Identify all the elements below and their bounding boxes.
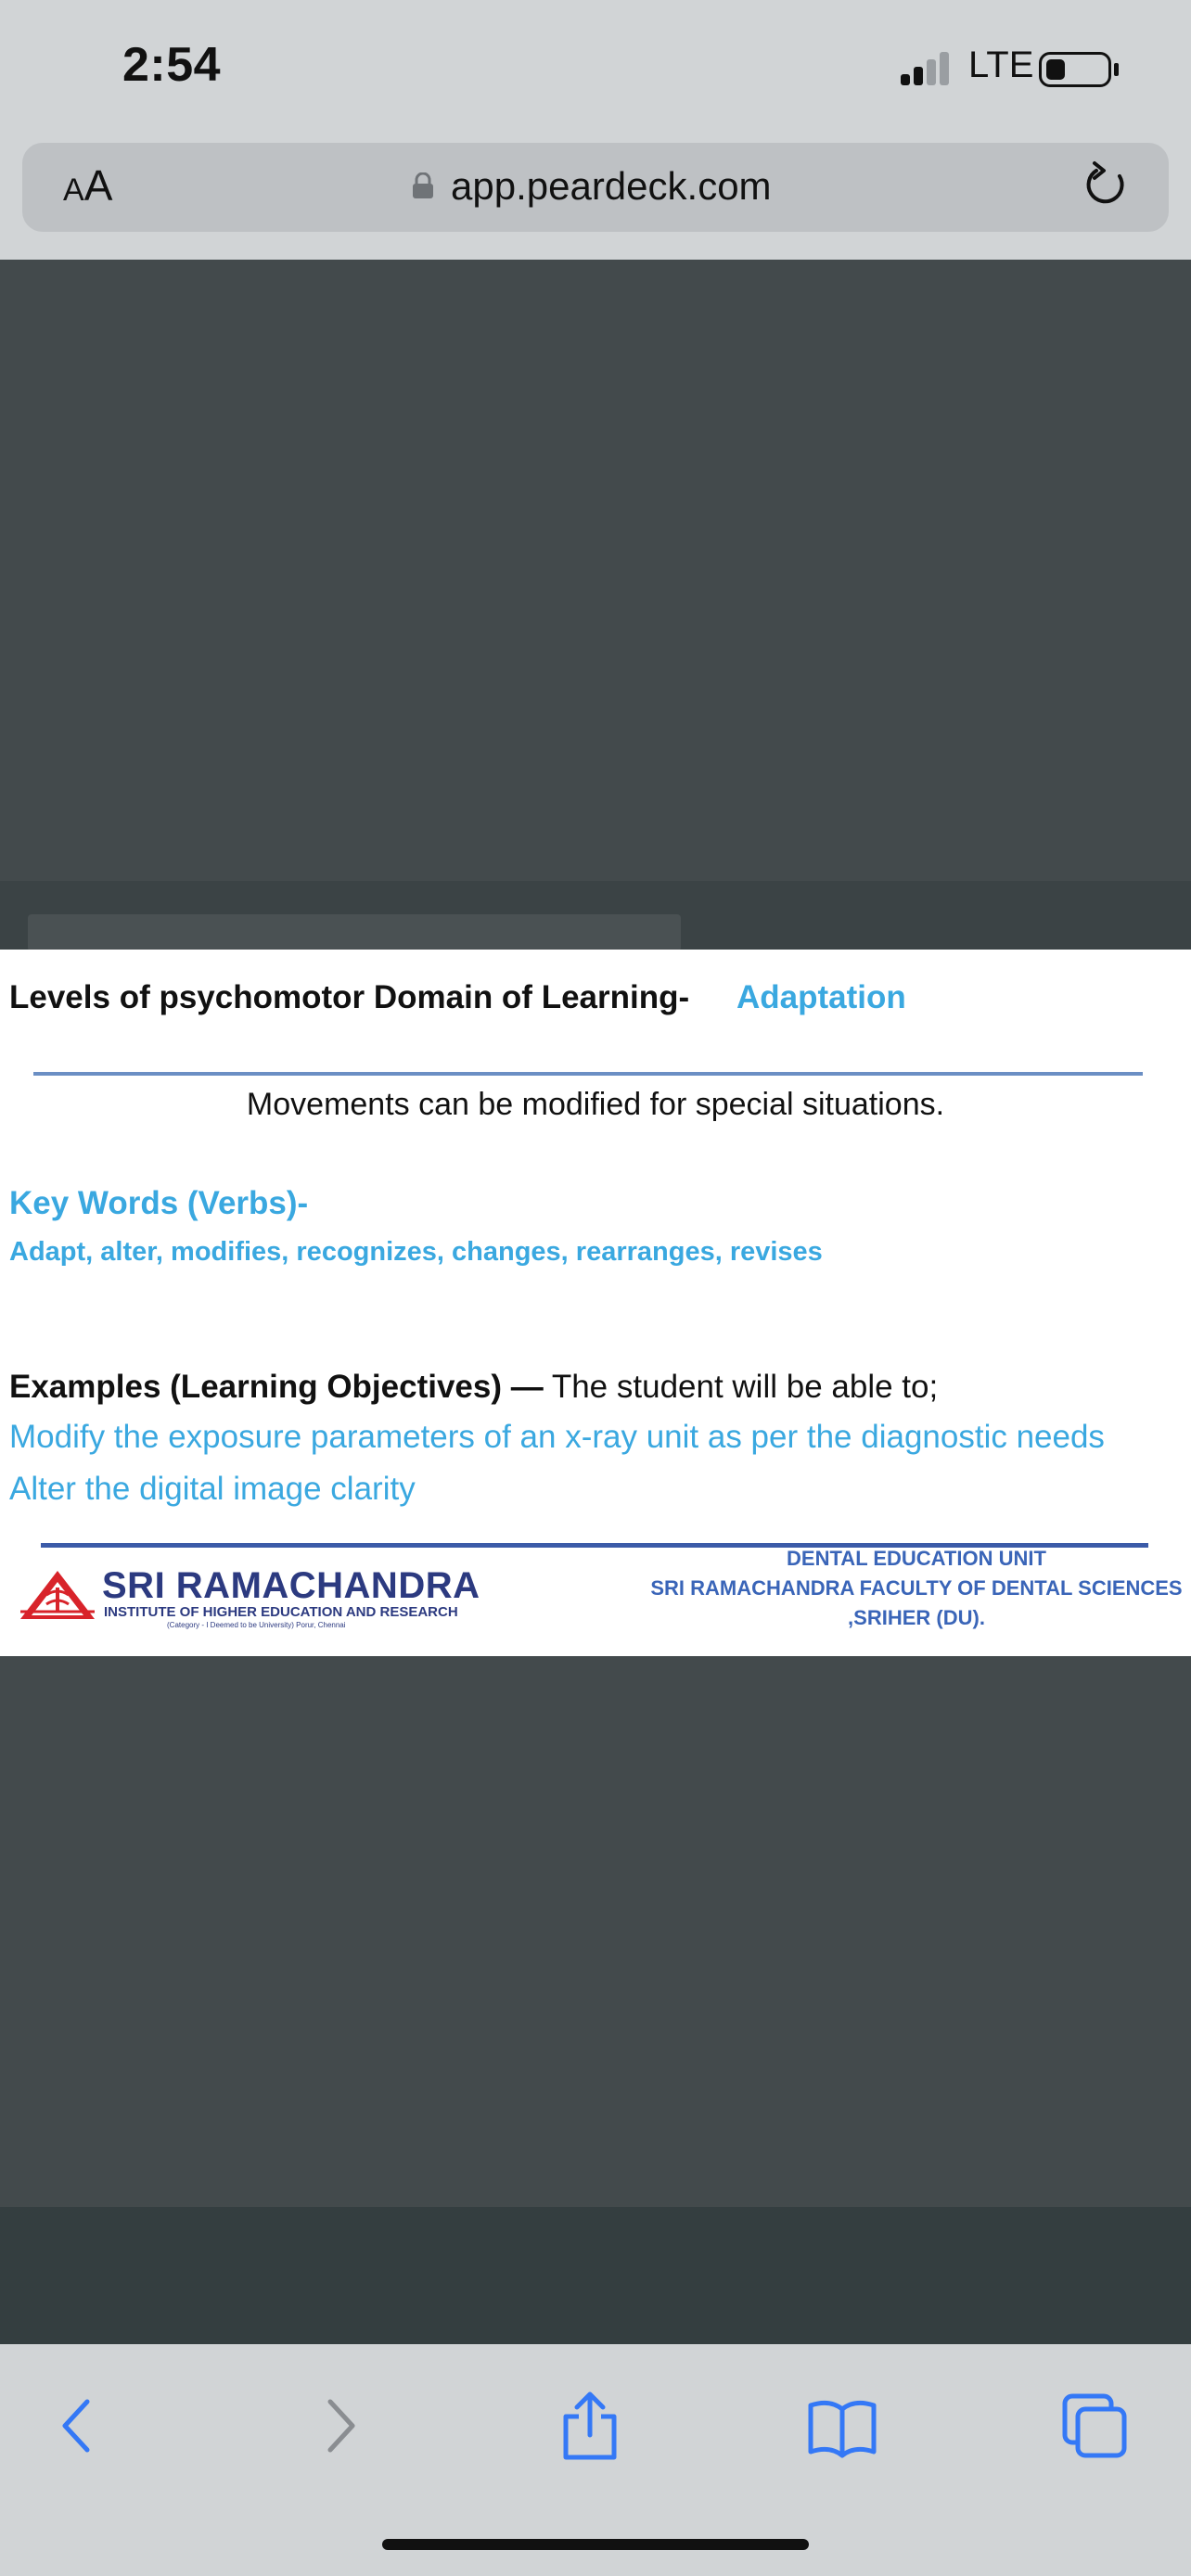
bookmarks-icon[interactable] — [805, 2389, 879, 2463]
home-indicator[interactable] — [382, 2539, 809, 2550]
examples-intro: The student will be able to; — [543, 1369, 939, 1405]
logo-name: SRI RAMACHANDRA — [102, 1565, 480, 1606]
dim-overlay-bottom-strip — [0, 2207, 1191, 2344]
network-label: LTE — [968, 45, 1034, 85]
examples-line — [9, 1369, 938, 1406]
dim-overlay-bottom[interactable] — [0, 1656, 1191, 2207]
text-size-small-label: A — [63, 172, 84, 208]
status-time: 2:54 — [122, 38, 222, 92]
logo-subtitle: INSTITUTE OF HIGHER EDUCATION AND RESEARCH — [104, 1604, 458, 1620]
title-divider — [33, 1072, 1143, 1076]
footer-unit-line: ,SRIHER (DU). — [848, 1606, 985, 1629]
dim-overlay-top[interactable] — [0, 260, 1191, 883]
objective-item: Alter the digital image clarity — [9, 1471, 416, 1507]
text-size-large-label: A — [83, 161, 113, 210]
back-icon[interactable] — [43, 2389, 117, 2463]
battery-icon — [1039, 52, 1111, 87]
footer-unit-line: SRI RAMACHANDRA FACULTY OF DENTAL SCIENCES — [650, 1576, 1183, 1600]
slide-definition: Movements can be modified for special situations. — [246, 1087, 945, 1122]
institution-logo-icon — [19, 1569, 96, 1621]
url-text[interactable]: app.peardeck.com — [451, 164, 772, 208]
footer-unit-line: DENTAL EDUCATION UNIT — [787, 1547, 1046, 1570]
lock-icon — [411, 172, 435, 198]
slide-level: Adaptation — [736, 979, 906, 1015]
logo-tagline: (Category - I Deemed to be University) Porur, Chennai — [167, 1621, 346, 1629]
slide-title: Levels of psychomotor Domain of Learning- — [9, 979, 690, 1015]
ghost-card — [28, 914, 681, 951]
tabs-icon[interactable] — [1057, 2389, 1132, 2463]
battery-tip — [1114, 63, 1119, 76]
text-size-button[interactable] — [63, 163, 112, 212]
keywords-heading: Key Words (Verbs)- — [9, 1185, 309, 1221]
keywords-list: Adapt, alter, modifies, recognizes, changes, rearranges, revises — [9, 1237, 823, 1267]
examples-heading: Examples (Learning Objectives) — — [9, 1369, 544, 1405]
signal-icon — [901, 52, 956, 85]
share-icon[interactable] — [553, 2389, 627, 2463]
objective-item: Modify the exposure parameters of an x-ray unit as per the diagnostic needs — [9, 1419, 1105, 1455]
reload-icon[interactable] — [1082, 159, 1132, 211]
forward-icon[interactable] — [302, 2389, 377, 2463]
